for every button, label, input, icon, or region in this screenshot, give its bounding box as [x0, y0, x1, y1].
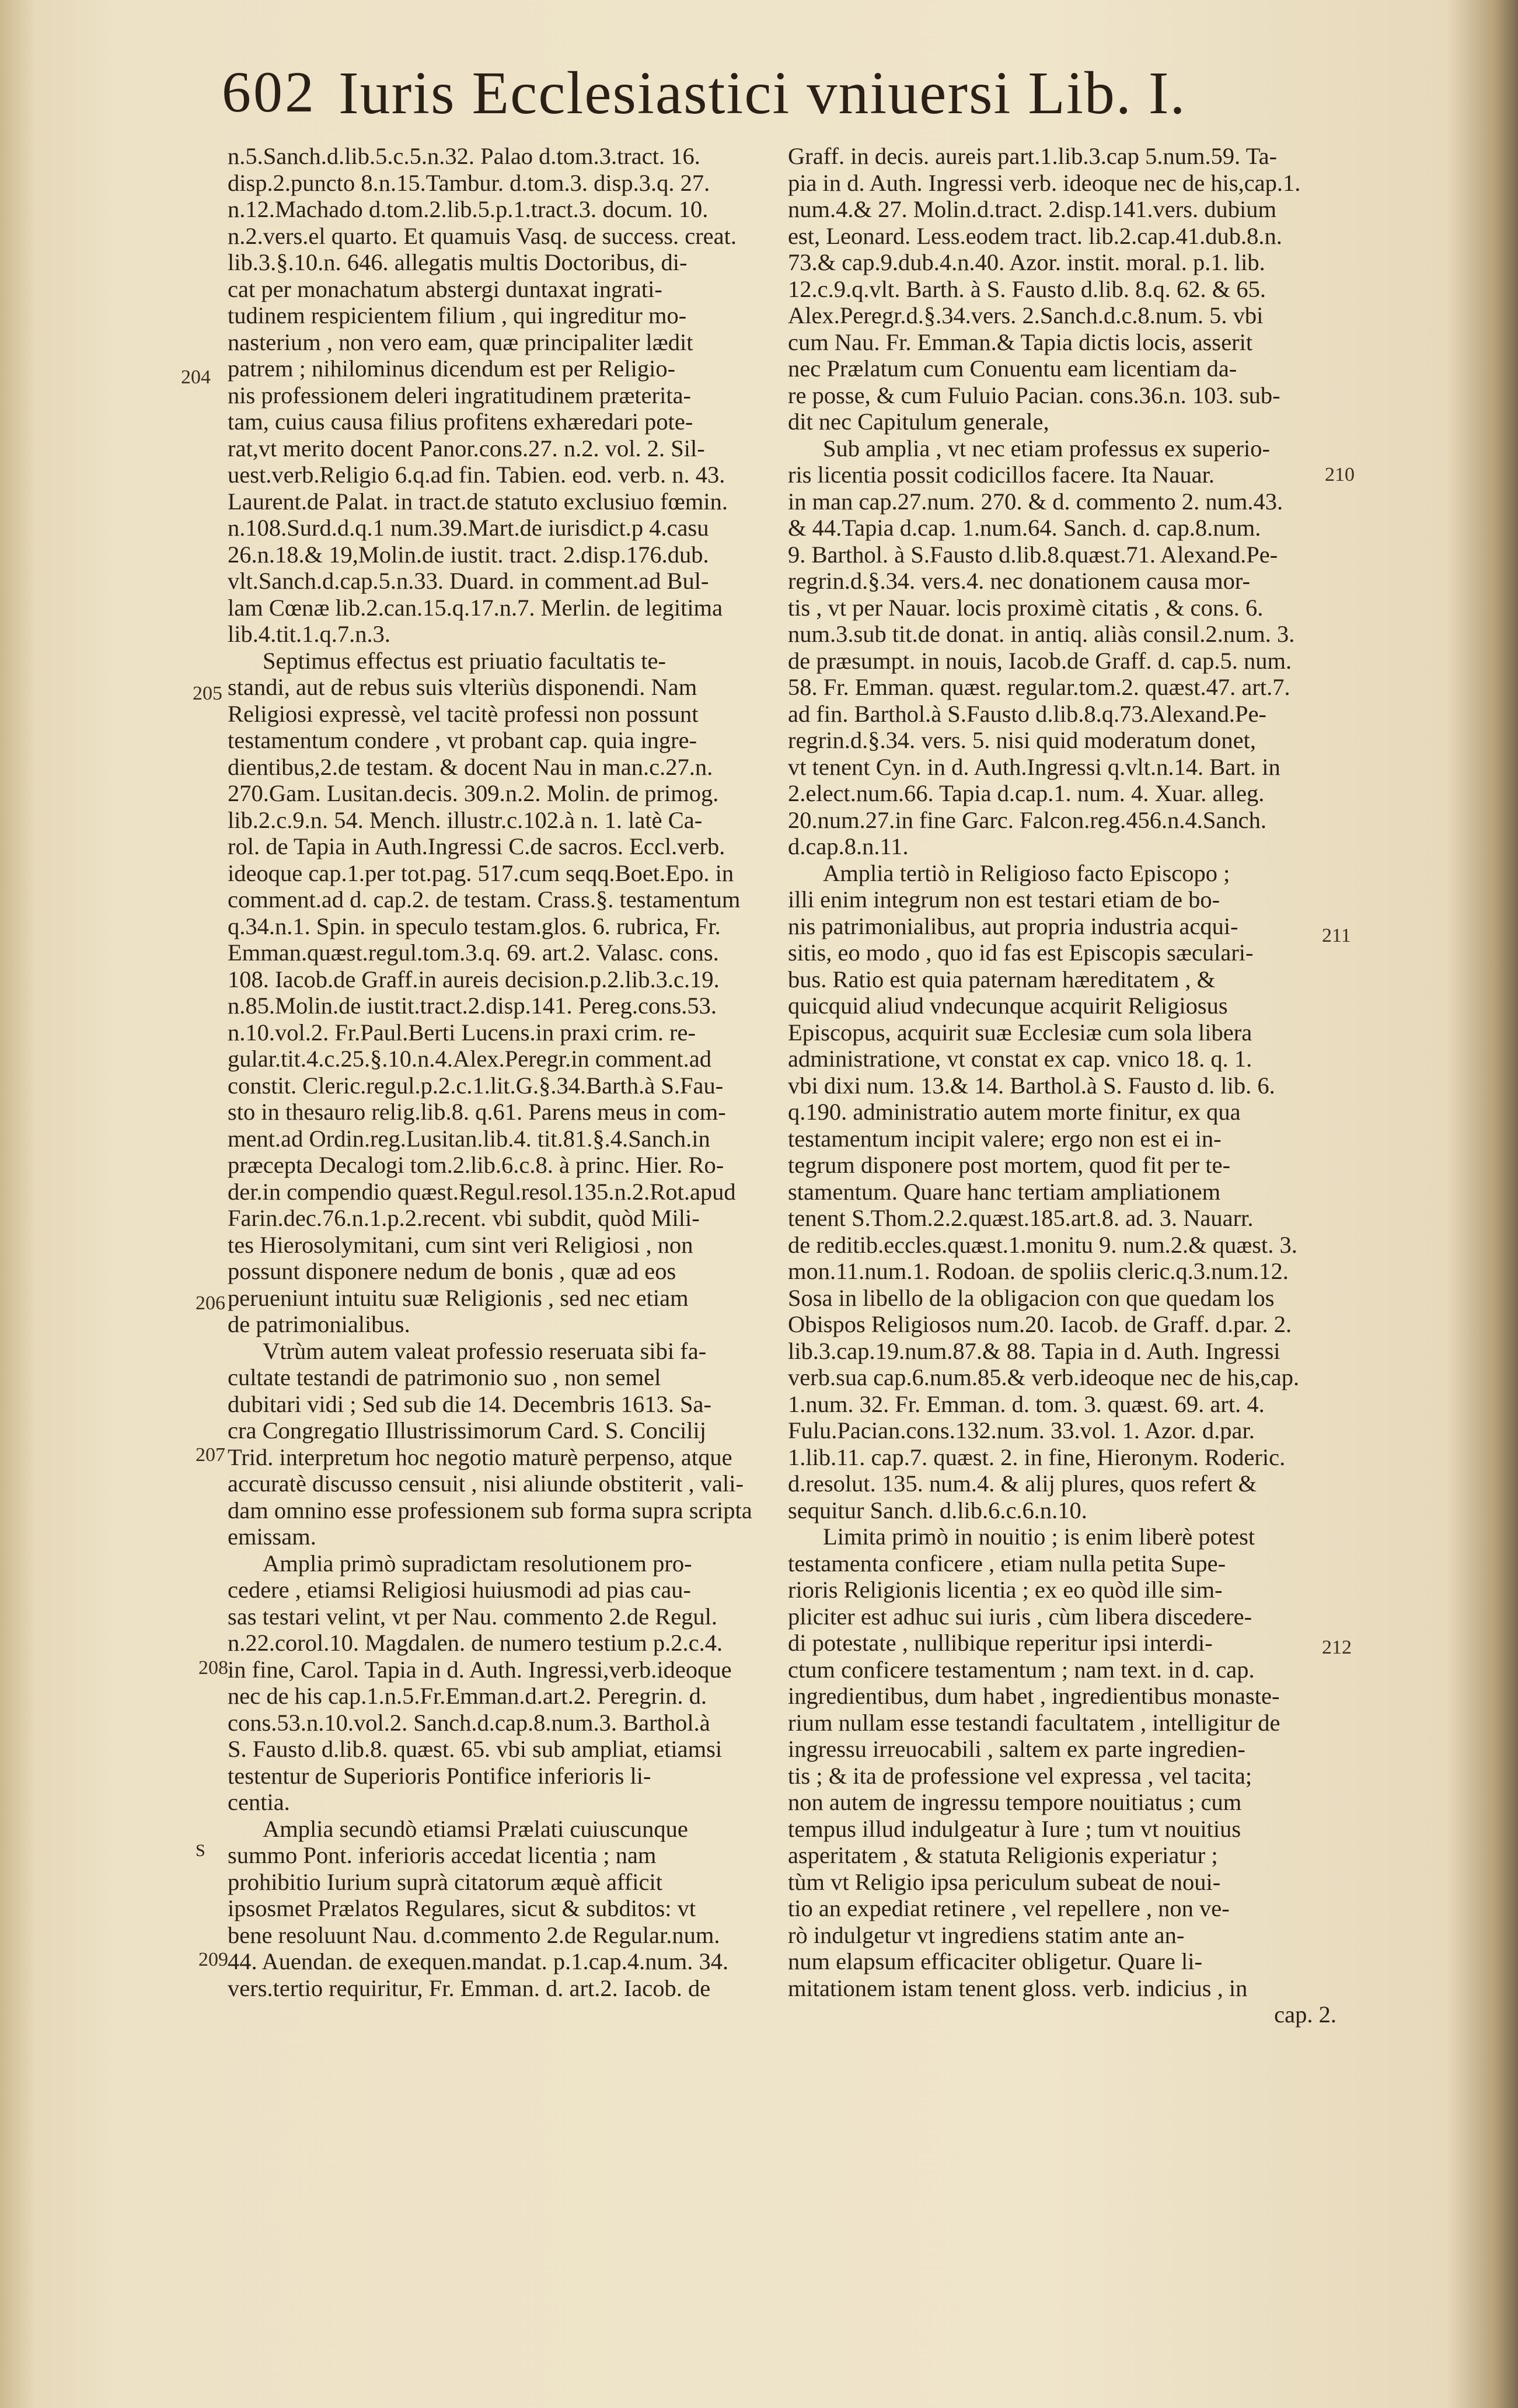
- text-line: non autem de ingressu tempore nouitiatus ; cum: [788, 1789, 1242, 1815]
- text-line: Laurent.de Palat. in tract.de statuto exclusiuo fœmin.: [228, 488, 728, 515]
- text-line: sas testari velint, vt per Nau. commento 2.de Regul.: [228, 1603, 718, 1630]
- text-line: 108. Iacob.de Graff.in aureis decision.p.2.lib.3.c.19.: [228, 966, 720, 992]
- margin-number-205: 205: [193, 683, 222, 704]
- text-line: pia in d. Auth. Ingressi verb. ideoque nec de his,cap.1.: [788, 169, 1301, 196]
- text-line: ideoque cap.1.per tot.pag. 517.cum seqq.Boet.Epo. in: [228, 859, 734, 886]
- text-line: quicquid aliud vndecunque acquirit Religiosus: [788, 992, 1228, 1019]
- text-line: Obispos Religiosos num.20. Iacob. de Graff. d.par. 2.: [788, 1311, 1292, 1337]
- text-line: dientibus,2.de testam. & docent Nau in man.c.27.n.: [228, 753, 713, 780]
- text-line: n.108.Surd.d.q.1 num.39.Mart.de iurisdict.p 4.casu: [228, 515, 709, 541]
- text-line: stamentum. Quare hanc tertiam ampliationem: [788, 1178, 1221, 1205]
- page-number: 602: [222, 60, 316, 124]
- text-line: 44. Auendan. de exequen.mandat. p.1.cap.4.num. 34.: [228, 1948, 729, 1974]
- text-line: q.190. administratio autem morte finitur, ex qua: [788, 1099, 1241, 1125]
- text-line: lib.2.c.9.n. 54. Mench. illustr.c.102.à n. 1. latè Ca-: [228, 806, 703, 833]
- text-line: tudinem respicientem filium , qui ingreditur mo-: [228, 302, 687, 328]
- text-line: d.cap.8.n.11.: [788, 833, 909, 859]
- text-line: nis professionem deleri ingratitudinem prӕterita-: [228, 382, 692, 408]
- running-header: [222, 58, 1389, 128]
- left-column: [228, 143, 788, 2001]
- text-line: nec Prælatum cum Conuentu eam licentiam da-: [788, 355, 1237, 382]
- text-line: n.12.Machado d.tom.2.lib.5.p.1.tract.3. docum. 10.: [228, 196, 709, 222]
- text-line: in man cap.27.num. 270. & d. commento 2. num.43.: [788, 488, 1283, 515]
- text-line: comment.ad d. cap.2. de testam. Crass.§. testamentum: [228, 886, 741, 913]
- text-line: mon.11.num.1. Rodoan. de spoliis cleric.q.3.num.12.: [788, 1258, 1289, 1284]
- text-line: nasterium , non vero eam, quæ principaliter lædit: [228, 328, 693, 355]
- text-line: bus. Ratio est quia paternam hæreditatem , &: [788, 966, 1216, 992]
- margin-number-209: 209: [198, 1949, 228, 1970]
- text-line: emissam.: [228, 1523, 316, 1550]
- text-line: asperitatem , & statuta Religionis experiatur ;: [788, 1842, 1218, 1868]
- text-line: Amplia tertiò in Religioso facto Episcopo ;: [823, 859, 1230, 886]
- text-line: dam omnino esse professionem sub forma supra scripta: [228, 1497, 752, 1523]
- text-line: ipsosmet Prælatos Regulares, sicut & subditos: vt: [228, 1895, 696, 1921]
- text-line: pliciter est adhuc sui iuris , cùm libera discedere-: [788, 1603, 1252, 1630]
- text-line: 270.Gam. Lusitan.decis. 309.n.2. Molin. de primog.: [228, 780, 719, 806]
- text-line: 1.num. 32. Fr. Emman. d. tom. 3. quæst. 69. art. 4.: [788, 1390, 1265, 1417]
- text-line: tùm vt Religio ipsa periculum subeat de noui-: [788, 1868, 1221, 1895]
- text-line: n.22.corol.10. Magdalen. de numero testium p.2.c.4.: [228, 1630, 723, 1656]
- text-line: summo Pont. inferioris accedat licentia ; nam: [228, 1842, 657, 1868]
- text-line: bene resoluunt Nau. d.commento 2.de Regular.num.: [228, 1921, 720, 1948]
- text-line: n.85.Molin.de iustit.tract.2.disp.141. Pereg.cons.53.: [228, 992, 717, 1019]
- text-line: lib.4.tit.1.q.7.n.3.: [228, 621, 391, 647]
- text-line: ctum conficere testamentum ; nam text. in d. cap.: [788, 1656, 1255, 1683]
- text-line: est, Leonard. Less.eodem tract. lib.2.cap.41.dub.8.n.: [788, 222, 1282, 249]
- text-line: re posse, & cum Fuluio Pacian. cons.36.n. 103. sub-: [788, 382, 1280, 408]
- text-line: cum Nau. Fr. Emman.& Tapia dictis locis, asserit: [788, 328, 1253, 355]
- text-line: in fine, Carol. Tapia in d. Auth. Ingressi,verb.ideoque: [228, 1656, 732, 1683]
- text-line: tenent S.Thom.2.2.quæst.185.art.8. ad. 3. Nauarr.: [788, 1205, 1254, 1231]
- signature-mark: S: [196, 1841, 205, 1860]
- text-line: accuratè discusso censuit , nisi aliunde obstiterit , vali-: [228, 1470, 744, 1497]
- text-line: de reditib.eccles.quæst.1.monitu 9. num.2.& quæst. 3.: [788, 1231, 1297, 1258]
- text-line: Amplia secundò etiamsi Prælati cuiuscunque: [263, 1815, 688, 1842]
- text-line: testamenta conficere , etiam nulla petita Supe-: [788, 1550, 1226, 1577]
- text-line: perueniunt intuitu suæ Religionis , sed nec etiam: [228, 1284, 689, 1311]
- text-line: tis ; & ita de professione vel expressa , vel tacita;: [788, 1762, 1252, 1789]
- text-line: de præsumpt. in nouis, Iacob.de Graff. d. cap.5. num.: [788, 647, 1292, 674]
- text-line: 12.c.9.q.vlt. Barth. à S. Fausto d.lib. 8.q. 62. & 65.: [788, 275, 1266, 302]
- text-line: administratione, vt constat ex cap. vnico 18. q. 1.: [788, 1046, 1252, 1072]
- text-line: gular.tit.4.c.25.§.10.n.4.Alex.Peregr.in comment.ad: [228, 1046, 711, 1072]
- text-line: num.3.sub tit.de donat. in antiq. aliàs consil.2.num. 3.: [788, 621, 1295, 647]
- text-line: dubitari vidi ; Sed sub die 14. Decembris 1613. Sa-: [228, 1390, 712, 1417]
- text-line: n.5.Sanch.d.lib.5.c.5.n.32. Palao d.tom.3.tract. 16.: [228, 143, 700, 169]
- text-line: ingredientibus, dum habet , ingredientibus monaste-: [788, 1683, 1280, 1709]
- text-line: disp.2.puncto 8.n.15.Tambur. d.tom.3. disp.3.q. 27.: [228, 169, 710, 196]
- text-line: Limita primò in nouitio ; is enim liberè potest: [823, 1523, 1255, 1550]
- margin-number-206: 206: [196, 1292, 225, 1314]
- text-line: cra Congregatio Illustrissimorum Card. S. Concilij: [228, 1417, 707, 1444]
- text-line: lam Cœnæ lib.2.can.15.q.17.n.7. Merlin. de legitima: [228, 594, 723, 621]
- text-line: num.4.& 27. Molin.d.tract. 2.disp.141.vers. dubium: [788, 196, 1276, 222]
- text-line: cultate testandi de patrimonio suo , non semel: [228, 1364, 661, 1390]
- text-line: der.in compendio quæst.Regul.resol.135.n.2.Rot.apud: [228, 1178, 736, 1205]
- text-line: Episcopus, acquirit suæ Ecclesiæ cum sola libera: [788, 1019, 1252, 1046]
- text-line: cons.53.n.10.vol.2. Sanch.d.cap.8.num.3. Barthol.à: [228, 1709, 710, 1736]
- margin-number-207: 207: [196, 1444, 225, 1466]
- text-line: tam, cuius causa filius profitens exhæredari pote-: [228, 408, 693, 435]
- text-line: centia.: [228, 1789, 290, 1815]
- text-line: regrin.d.§.34. vers. 5. nisi quid moderatum donet,: [788, 727, 1256, 753]
- right-column: [788, 143, 1348, 2028]
- text-line: tegrum disponere post mortem, quod fit per te-: [788, 1152, 1231, 1178]
- margin-number-212: 212: [1322, 1637, 1352, 1658]
- text-line: Sosa in libello de la obligacion con que quedam los: [788, 1284, 1275, 1311]
- text-line: dit nec Capitulum generale,: [788, 408, 1049, 435]
- text-line: Trid. interpretum hoc negotio maturè perpenso, atque: [228, 1444, 732, 1470]
- text-line: possunt disponere nedum de bonis , quæ ad eos: [228, 1258, 676, 1284]
- text-line: rò indulgetur vt ingrediens statim ante an-: [788, 1921, 1185, 1948]
- text-line: lib.3.§.10.n. 646. allegatis multis Doctoribus, di-: [228, 249, 688, 275]
- text-line: de patrimonialibus.: [228, 1311, 410, 1337]
- text-line: Amplia primò supradictam resolutionem pro-: [263, 1550, 692, 1577]
- text-line: regrin.d.§.34. vers.4. nec donationem causa mor-: [788, 568, 1251, 594]
- running-title: Iuris Ecclesiastici vniuersi Lib. I.: [339, 60, 1187, 127]
- text-line: testamentum condere , vt probant cap. quia ingre-: [228, 727, 697, 753]
- text-line: præcepta Decalogi tom.2.lib.6.c.8. à princ. Hier. Ro-: [228, 1152, 724, 1178]
- text-line: n.2.vers.el quarto. Et quamuis Vasq. de success. creat.: [228, 222, 737, 249]
- text-line: Emman.quæst.regul.tom.3.q. 69. art.2. Valasc. cons.: [228, 939, 719, 966]
- text-line: 1.lib.11. cap.7. quæst. 2. in fine, Hieronym. Roderic.: [788, 1444, 1286, 1470]
- text-line: testentur de Superioris Pontifice inferioris li-: [228, 1762, 651, 1789]
- text-line: S. Fausto d.lib.8. quæst. 65. vbi sub ampliat, etiamsi: [228, 1736, 723, 1762]
- text-line: sto in thesauro relig.lib.8. q.61. Parens meus in com-: [228, 1099, 726, 1125]
- text-line: n.10.vol.2. Fr.Paul.Berti Lucens.in praxi crim. re-: [228, 1019, 696, 1046]
- text-line: tis , vt per Nauar. locis proximè citatis , & cons. 6.: [788, 594, 1264, 621]
- text-line: 20.num.27.in fine Garc. Falcon.reg.456.n.4.Sanch.: [788, 806, 1266, 833]
- text-line: Alex.Peregr.d.§.34.vers. 2.Sanch.d.c.8.num. 5. vbi: [788, 302, 1264, 328]
- text-line: vbi dixi num. 13.& 14. Barthol.à S. Fausto d. lib. 6.: [788, 1072, 1275, 1099]
- text-line: Vtrùm autem valeat professio reseruata sibi fa-: [263, 1337, 707, 1364]
- text-line: lib.3.cap.19.num.87.& 88. Tapia in d. Auth. Ingressi: [788, 1337, 1280, 1364]
- text-line: ad fin. Barthol.à S.Fausto d.lib.8.q.73.Alexand.Pe-: [788, 700, 1267, 727]
- text-line: cedere , etiamsi Religiosi huiusmodi ad pias cau-: [228, 1577, 692, 1603]
- text-line: Fulu.Pacian.cons.132.num. 33.vol. 1. Azor. d.par.: [788, 1417, 1255, 1444]
- text-line: d.resolut. 135. num.4. & alij plures, quos refert &: [788, 1470, 1257, 1497]
- text-line: ment.ad Ordin.reg.Lusitan.lib.4. tit.81.§.4.Sanch.in: [228, 1125, 710, 1152]
- text-line: mitationem istam tenent gloss. verb. indicius , in: [788, 1974, 1248, 2001]
- text-line: rioris Religionis licentia ; ex eo quòd ille sim-: [788, 1577, 1223, 1603]
- text-line: 58. Fr. Emman. quæst. regular.tom.2. quæst.47. art.7.: [788, 674, 1290, 700]
- text-line: tes Hierosolymitani, cum sint veri Religiosi , non: [228, 1231, 693, 1258]
- text-line: constit. Cleric.regul.p.2.c.1.lit.G.§.34.Barth.à S.Fau-: [228, 1072, 724, 1099]
- text-line: nec de his cap.1.n.5.Fr.Emman.d.art.2. Peregrin. d.: [228, 1683, 707, 1709]
- text-line: patrem ; nihilominus dicendum est per Religio-: [228, 355, 676, 382]
- text-line: illi enim integrum non est testari etiam de bo-: [788, 886, 1220, 913]
- text-line: rium nullam esse testandi facultatem , intelligitur de: [788, 1709, 1280, 1736]
- text-line: Sub amplia , vt nec etiam professus ex superio-: [823, 435, 1270, 462]
- margin-number-211: 211: [1322, 925, 1351, 946]
- text-line: ingressu irreuocabili , saltem ex parte ingredien-: [788, 1736, 1245, 1762]
- text-line: nis patrimonialibus, aut propria industria acqui-: [788, 913, 1238, 939]
- text-line: q.34.n.1. Spin. in speculo testam.glos. 6. rubrica, Fr.: [228, 913, 721, 939]
- text-line: Septimus effectus est priuatio facultatis te-: [263, 647, 666, 674]
- text-line: di potestate , nullibique reperitur ipsi interdi-: [788, 1630, 1213, 1656]
- text-line: Farin.dec.76.n.1.p.2.recent. vbi subdit, quòd Mili-: [228, 1205, 700, 1231]
- text-line: sitis, eo modo , quo id fas est Episcopis sæculari-: [788, 939, 1254, 966]
- text-line: verb.sua cap.6.num.85.& verb.ideoque nec de his,cap.: [788, 1364, 1300, 1390]
- text-line: uest.verb.Religio 6.q.ad fin. Tabien. eod. verb. n. 43.: [228, 462, 725, 488]
- text-line: tempus illud indulgeatur à Iure ; tum vt nouitius: [788, 1815, 1241, 1842]
- text-line: & 44.Tapia d.cap. 1.num.64. Sanch. d. cap.8.num.: [788, 515, 1261, 541]
- text-line: 9. Barthol. à S.Fausto d.lib.8.quæst.71. Alexand.Pe-: [788, 541, 1278, 568]
- text-line: vlt.Sanch.d.cap.5.n.33. Duard. in comment.ad Bul-: [228, 568, 709, 594]
- text-line: standi, aut de rebus suis vlteriùs disponendi. Nam: [228, 674, 697, 700]
- text-line: 26.n.18.& 19,Molin.de iustit. tract. 2.disp.176.dub.: [228, 541, 709, 568]
- text-line: rol. de Tapia in Auth.Ingressi C.de sacros. Eccl.verb.: [228, 833, 725, 859]
- text-line: vers.tertio requiritur, Fr. Emman. d. art.2. Iacob. de: [228, 1974, 711, 2001]
- catchword: cap. 2.: [1274, 2001, 1336, 2028]
- margin-number-210: 210: [1325, 464, 1355, 485]
- text-line: num elapsum efficaciter obligetur. Quare li-: [788, 1948, 1202, 1974]
- text-line: sequitur Sanch. d.lib.6.c.6.n.10.: [788, 1497, 1087, 1523]
- text-line: tio an expediat retinere , vel repellere , non ve-: [788, 1895, 1230, 1921]
- text-line: testamentum incipit valere; ergo non est ei in-: [788, 1125, 1222, 1152]
- text-line: ris licentia possit codicillos facere. Ita Nauar.: [788, 462, 1215, 488]
- margin-number-204: 204: [181, 366, 211, 388]
- text-line: 2.elect.num.66. Tapia d.cap.1. num. 4. Xuar. alleg.: [788, 780, 1265, 806]
- text-line: 73.& cap.9.dub.4.n.40. Azor. instit. moral. p.1. lib.: [788, 249, 1265, 275]
- text-line: prohibitio Iurium suprà citatorum æquè afficit: [228, 1868, 662, 1895]
- text-line: vt tenent Cyn. in d. Auth.Ingressi q.vlt.n.14. Bart. in: [788, 753, 1280, 780]
- text-line: Graff. in decis. aureis part.1.lib.3.cap 5.num.59. Ta-: [788, 143, 1278, 169]
- text-line: Religiosi expressè, vel tacitè professi non possunt: [228, 700, 699, 727]
- text-line: cat per monachatum abstergi duntaxat ingrati-: [228, 275, 662, 302]
- text-line: rat,vt merito docent Panor.cons.27. n.2. vol. 2. Sil-: [228, 435, 705, 462]
- margin-number-208: 208: [198, 1657, 228, 1679]
